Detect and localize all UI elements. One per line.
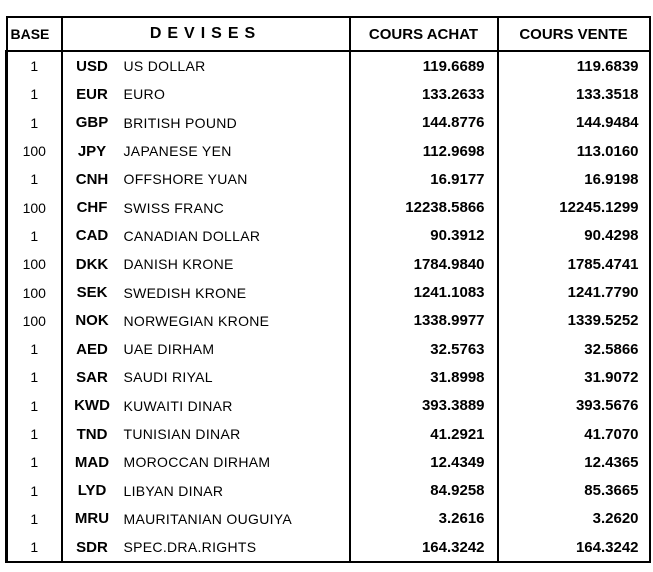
currency-name-cell: SWEDISH KRONE [123,284,247,301]
currency-code-cell: DKK [62,250,122,278]
currency-name-cell: OFFSHORE YUAN [123,171,248,188]
currency-name-cell: DANISH KRONE [123,256,234,273]
base-cell: 1 [7,109,62,137]
cours-vente-cell: 113.0160 [498,137,650,165]
base-cell: 100 [7,250,62,278]
cours-vente-cell: 16.9198 [498,165,650,193]
currency-name-cell: LIBYAN DINAR [123,482,224,499]
currency-code-cell: AED [62,335,122,363]
cours-achat-cell: 144.8776 [350,109,498,137]
currency-name-cell: TUNISIAN DINAR [123,426,241,442]
cours-vente-cell: 1339.5252 [498,307,650,335]
currency-name-cell: KUWAITI DINAR [123,397,233,414]
base-cell: 100 [7,307,62,335]
currency-code-cell: SAR [62,363,122,391]
table-row [7,165,650,193]
base-cell: 1 [7,51,62,80]
cours-vente-cell: 1785.4741 [498,250,650,278]
table-row [7,250,650,278]
currency-code-cell: SDR [62,533,122,562]
cours-vente-cell: 133.3518 [498,80,650,108]
cours-vente-cell: 393.5676 [498,392,650,420]
table-row [7,392,650,420]
currency-name-cell: EURO [123,86,166,103]
table-row [7,533,650,562]
table-row [7,137,650,165]
currency-code-cell: KWD [62,392,122,420]
cours-achat-cell: 119.6689 [350,51,498,80]
cours-achat-cell: 1241.1083 [350,278,498,306]
cours-vente-cell: 164.3242 [498,533,650,562]
table-row [7,476,650,504]
currency-name-cell: BRITISH POUND [123,114,238,131]
cours-achat-cell: 164.3242 [350,533,498,562]
table-row [7,51,650,80]
base-cell: 100 [7,137,62,165]
cours-achat-cell: 16.9177 [350,165,498,193]
table-row [7,80,650,108]
currency-code-cell: MRU [62,505,122,533]
table-row [7,307,650,335]
cours-vente-cell: 3.2620 [498,505,650,533]
table-row [7,193,650,221]
cours-vente-cell: 41.7070 [498,420,650,448]
base-cell: 1 [7,392,62,420]
header-row [7,17,650,51]
currency-code-cell: SEK [62,278,122,306]
cours-vente-cell: 31.9072 [498,363,650,391]
currency-name-cell: CANADIAN DOLLAR [123,227,261,244]
header-base: BASE [7,17,62,51]
table-row [7,448,650,476]
header-devises: DEVISES [62,17,350,51]
cours-vente-cell: 12245.1299 [498,193,650,221]
currency-name-cell: NORWEGIAN KRONE [123,312,270,329]
header-cours-achat: COURS ACHAT [350,17,498,51]
cours-vente-cell: 119.6839 [498,51,650,80]
base-cell: 1 [7,363,62,391]
cours-achat-cell: 12.4349 [350,448,498,476]
cours-achat-cell: 12238.5866 [350,193,498,221]
cours-vente-cell: 90.4298 [498,222,650,250]
table-row [7,335,650,363]
cours-vente-cell: 12.4365 [498,448,650,476]
currency-name-cell: SAUDI RIYAL [123,369,213,386]
base-cell: 1 [7,335,62,363]
currency-code-cell: CNH [62,165,122,193]
table-row [7,420,650,448]
cours-achat-cell: 112.9698 [350,137,498,165]
cours-achat-cell: 393.3889 [350,392,498,420]
cours-vente-cell: 32.5866 [498,335,650,363]
header-cours-vente: COURS VENTE [498,17,650,51]
currency-code-cell: MAD [62,448,122,476]
currency-code-cell: USD [62,51,122,80]
base-cell: 1 [7,420,62,448]
cours-achat-cell: 31.8998 [350,363,498,391]
base-cell: 1 [7,533,62,562]
currency-name-cell: UAE DIRHAM [123,341,215,358]
table-row [7,278,650,306]
cours-achat-cell: 41.2921 [350,420,498,448]
table-row [7,363,650,391]
cours-achat-cell: 1784.9840 [350,250,498,278]
currency-name-cell: JAPANESE YEN [123,143,232,160]
currency-code-cell: GBP [62,109,122,137]
cours-achat-cell: 3.2616 [350,505,498,533]
cours-vente-cell: 1241.7790 [498,278,650,306]
cours-achat-cell: 133.2633 [350,80,498,108]
exchange-rate-table [5,16,651,563]
currency-name-cell: SPEC.DRA.RIGHTS [122,533,350,562]
base-cell: 1 [7,165,62,193]
base-cell: 1 [7,222,62,250]
base-cell: 100 [7,278,62,306]
base-cell: 100 [7,193,62,221]
base-cell: 1 [7,448,62,476]
cours-achat-cell: 90.3912 [350,222,498,250]
base-cell: 1 [7,505,62,533]
cours-achat-cell: 84.9258 [350,476,498,504]
table-row [7,505,650,533]
currency-code-cell: CHF [62,193,122,221]
currency-name-cell: SWISS FRANC [123,199,225,216]
cours-vente-cell: 85.3665 [498,476,650,504]
currency-code-cell: LYD [62,476,122,504]
currency-code-cell: EUR [62,80,122,108]
cours-vente-cell: 144.9484 [498,109,650,137]
rate-rows [7,51,650,562]
exchange-rate-board [5,16,648,563]
base-cell: 1 [7,476,62,504]
table-row [7,109,650,137]
base-cell: 1 [7,80,62,108]
cours-achat-cell: 32.5763 [350,335,498,363]
currency-name-cell: MAURITANIAN OUGUIYA [123,510,293,527]
currency-name-cell: US DOLLAR [123,58,206,75]
table-row [7,222,650,250]
currency-code-cell: NOK [62,307,122,335]
currency-code-cell: TND [62,420,122,448]
currency-name-cell: MOROCCAN DIRHAM [123,454,271,471]
cours-achat-cell: 1338.9977 [350,307,498,335]
currency-code-cell: JPY [62,137,122,165]
currency-code-cell: CAD [62,222,122,250]
